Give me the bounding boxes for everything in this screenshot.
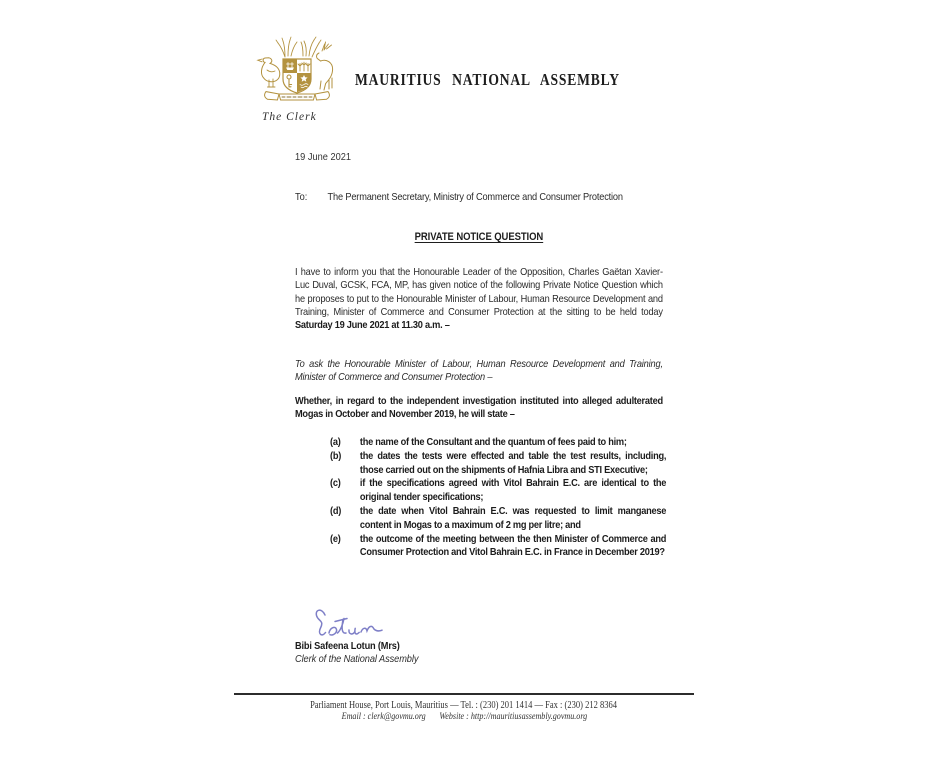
footer-email: Email : clerk@govmu.org bbox=[341, 712, 426, 722]
item-text: the date when Vitol Bahrain E.C. was requested to limit manganese content in Mogas to a maximum of 2 mg per litre; and bbox=[359, 504, 667, 531]
document-heading: PRIVATE NOTICE QUESTION bbox=[414, 231, 544, 243]
letter-date: 19 June 2021 bbox=[295, 151, 352, 163]
question-list bbox=[330, 436, 666, 560]
address-paragraph: To ask the Honourable Minister of Labour, Human Resource Development and Training, Minister of Commerce and Consumer Protection – bbox=[295, 358, 663, 384]
item-text: the name of the Consultant and the quantum of fees paid to him; bbox=[359, 436, 627, 448]
mauritius-coat-of-arms-icon bbox=[255, 36, 339, 108]
intro-paragraph bbox=[295, 266, 663, 332]
item-text: the outcome of the meeting between the then Minister of Commerce and Consumer Protection and Vitol Bahrain E.C. in France in December 2019? bbox=[359, 532, 667, 559]
footer-contact-text bbox=[341, 712, 587, 722]
recipient-block bbox=[295, 191, 665, 204]
to-label: To: bbox=[295, 191, 308, 203]
signer-role: Clerk of the National Assembly bbox=[295, 653, 419, 665]
list-item bbox=[330, 477, 666, 505]
clerk-label: The Clerk bbox=[262, 111, 317, 123]
item-letter: (c) bbox=[330, 477, 341, 490]
recipient-text: The Permanent Secretary, Ministry of Commerce and Consumer Protection bbox=[327, 191, 623, 203]
list-item bbox=[330, 436, 666, 450]
footer-address-text: Parliament House, Port Louis, Mauritius — Tel. : (230) 201 1414 — Fax : (230) 212 8364 bbox=[310, 700, 618, 711]
intro-text: I have to inform you that the Honourable Leader of the Opposition, Charles Gaëtan Xavier-Luc Duval, GCSK, FCA, MP, has given notice of the following Private Notice Question which he proposes to put to the Honourable Minister of Labour, Human Resource Development and Training, Minister of Commerce and Consumer Protection at the sitting to be held today bbox=[295, 266, 663, 318]
list-item bbox=[330, 533, 666, 561]
item-text: the dates the tests were effected and table the test results, including, those carried out on the shipments of Hafnia Libra and STI Executive; bbox=[359, 449, 667, 476]
item-letter: (a) bbox=[330, 436, 341, 448]
item-text: if the specifications agreed with Vitol Bahrain E.C. are identical to the original tender specifications; bbox=[359, 477, 667, 504]
document-heading-wrap bbox=[295, 227, 663, 245]
list-item bbox=[330, 505, 666, 533]
item-letter: (d) bbox=[330, 504, 342, 517]
footer-divider bbox=[234, 693, 694, 695]
question-lead-paragraph: Whether, in regard to the independent investigation instituted into alleged adulterated Mogas in October and November 2019, he will state – bbox=[295, 395, 663, 421]
list-item bbox=[330, 450, 666, 478]
item-letter: (e) bbox=[330, 532, 341, 545]
footer-website: Website : http://mauritiusassembly.govmu.org bbox=[438, 712, 587, 722]
intro-sitting-datetime: Saturday 19 June 2021 at 11.30 a.m. – bbox=[295, 319, 450, 332]
item-letter: (b) bbox=[330, 449, 342, 462]
signer-name: Bibi Safeena Lotun (Mrs) bbox=[295, 640, 400, 652]
page-title: MAURITIUS NATIONAL ASSEMBLY bbox=[355, 70, 620, 89]
footer-contact-line bbox=[234, 712, 694, 722]
footer-address-line bbox=[234, 700, 694, 711]
